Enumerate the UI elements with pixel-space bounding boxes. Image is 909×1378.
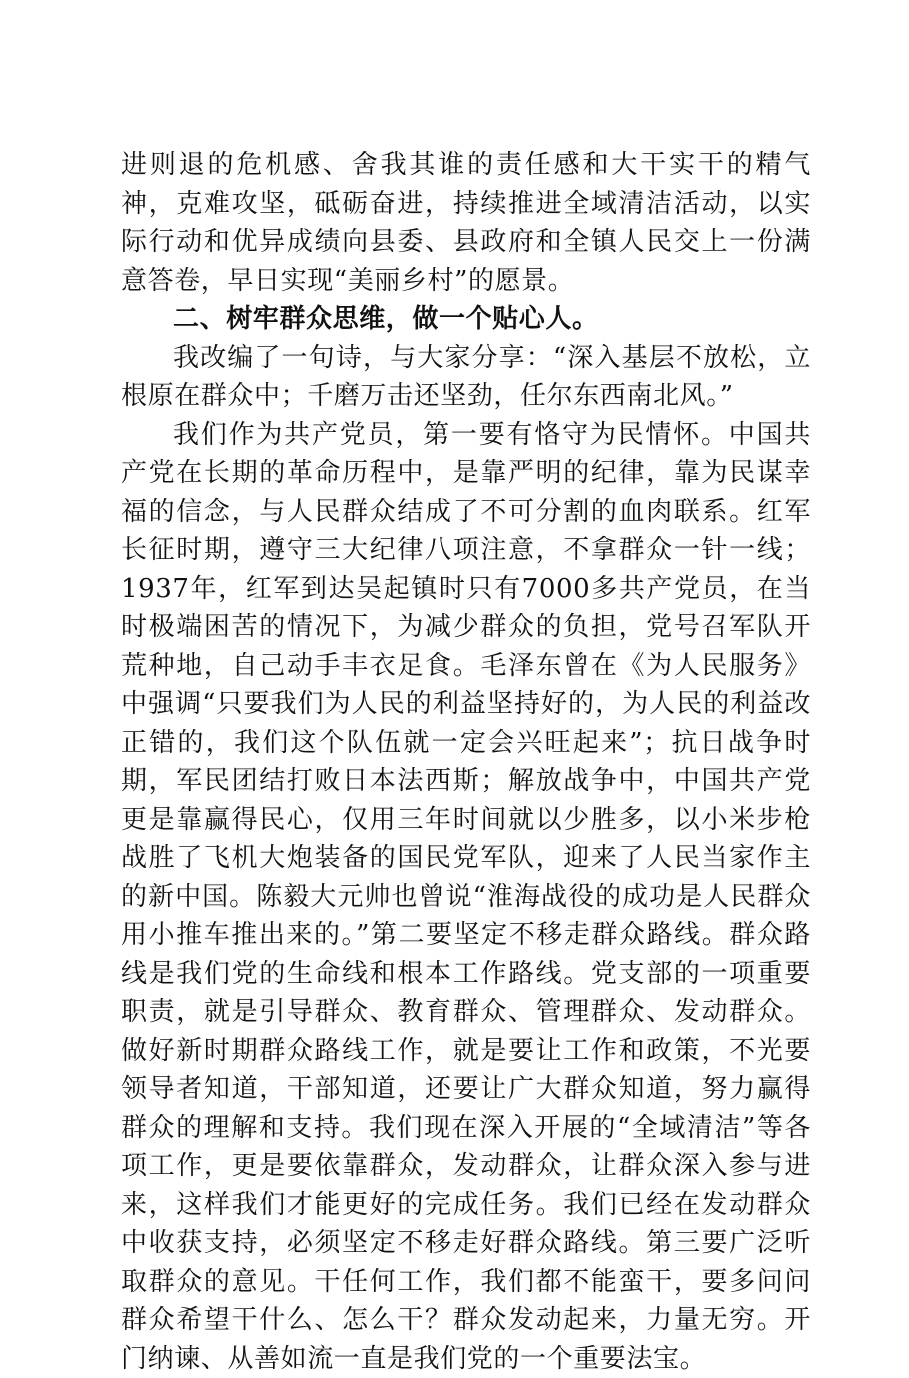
paragraph-continuation: 进则退的危机感、舍我其谁的责任感和大干实干的精气神，克难攻坚，砥砺奋进，持续推进全域清洁活动，以实际行动和优异成绩向县委、县政府和全镇人民交上一份满意答卷，早日实现“美丽乡村”的愿景。 [121,146,811,300]
section-heading: 二、树牢群众思维，做一个贴心人。 [121,300,811,339]
paragraph-main: 我们作为共产党员，第一要有恪守为民情怀。中国共产党在长期的革命历程中，是靠严明的纪律，靠为民谋幸福的信念，与人民群众结成了不可分割的血肉联系。红军长征时期，遵守三大纪律八项注意，不拿群众一针一线；1937年，红军到达吴起镇时只有7000多共产党员，在当时极端困苦的情况下，为减少群众的负担，党号召军队开荒种地，自己动手丰衣足食。毛泽东曾在《为人民服务》中强调“只要我们为人民的利益坚持好的，为人民的利益改正错的，我们这个队伍就一定会兴旺起来”；抗日战争时期，军民团结打败日本法西斯；解放战争中，中国共产党更是靠赢得民心，仅用三年时间就以少胜多，以小米步枪战胜了飞机大炮装备的国民党军队，迎来了人民当家作主的新中国。陈毅大元帅也曾说“淮海战役的成功是人民群众用小推车推出来的。”第二要坚定不移走群众路线。群众路线是我们党的生命线和根本工作路线。党支部的一项重要职责，就是引导群众、教育群众、管理群众、发动群众。做好新时期群众路线工作，就是要让工作和政策，不光要领导者知道，干部知道，还要让广大群众知道，努力赢得群众的理解和支持。我们现在深入开展的“全域清洁”等各项工作，更是要依靠群众，发动群众，让群众深入参与进来，这样我们才能更好的完成任务。我们已经在发动群众中收获支持，必须坚定不移走好群众路线。第三要广泛听取群众的意见。干任何工作，我们都不能蛮干，要多问问群众希望干什么、怎么干？群众发动起来，力量无穷。开门纳谏、从善如流一直是我们党的一个重要法宝。 [121,416,811,1378]
document-body [121,146,811,1378]
paragraph-poem: 我改编了一句诗，与大家分享：“深入基层不放松，立根原在群众中；千磨万击还坚劲，任尔东西南北风。” [121,339,811,416]
